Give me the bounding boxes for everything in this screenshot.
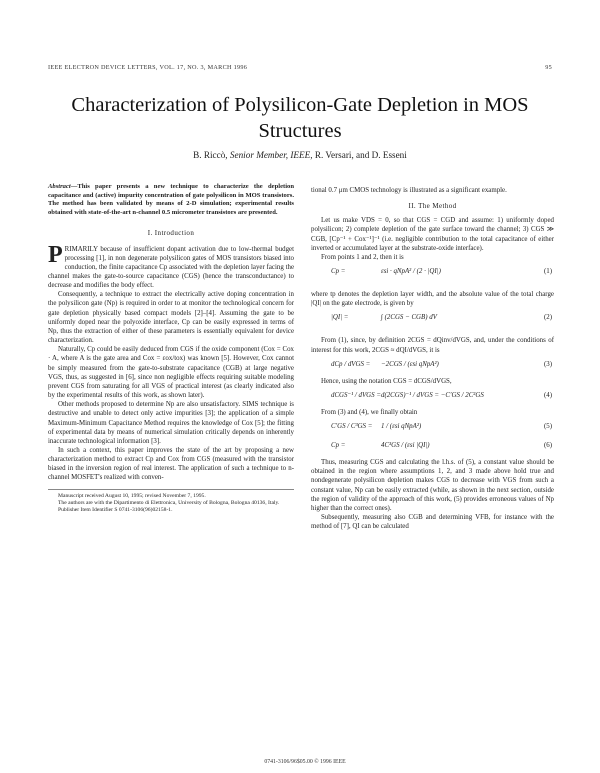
equation-3 [311,358,554,374]
equation-4-number: (4) [543,391,552,399]
right-column [311,186,554,531]
equation-6-number: (6) [543,442,552,450]
equation-4 [311,389,554,405]
equation-4-rhs: d(2CGS)⁻¹ / dVGS = −C′GS / 2C²GS [381,391,484,399]
footnote-affiliation: The authors are with the Dipartimento di Elettronica, University of Bologna, Bologna 40136, Italy. [58,499,280,506]
intro-paragraph-1-text: RIMARILY because of insufficient dopant activation due to low-thermal budget processing [1], in non degenerate polysilicon gates of MOS transistors biased into conduction, the finite capacitance Cp associated with the depletion layer facing the channel makes the gate-to-source capacitance (CGS) (hence the transconductance) to decrease and modifies the body effect. [48,245,294,290]
copyright-footer: 0741-3106/96$05.00 © 1996 IEEE [264,759,346,765]
equation-1-lhs: Cp = [331,268,346,276]
paper-title: Characterization of Polysilicon-Gate Depletion in MOS Structures [71,94,529,142]
drop-cap: P [48,241,63,268]
abstract [48,183,294,217]
equation-3-number: (3) [543,360,552,368]
equation-3-rhs: −2CGS / (εsi qNpA²) [381,360,439,368]
equation-4-lhs: dCGS⁻¹ / dVGS = [331,391,381,399]
method-paragraph-7: Thus, measuring CGS and calculating the l.h.s. of (5), a constant value should be obtained in the region where assumptions 1, 2, and 3 made above hold true and nondegenerate polysilicon depletion makes CGS to decrease with VGS from such a constant value, Np can be easily extracted (while, as shown in the next section, outside the region of validity of the approach of this work, (5) provides erroneous values of Np higher than the correct ones). [311,459,554,512]
equation-2-number: (2) [543,314,552,322]
author-rest: R. Versari, and D. Esseni [314,150,407,160]
method-paragraph-5: Hence, using the notation CGS = dCGS/dVGS, [321,377,452,385]
equation-2-lhs: |QI| = [331,314,349,322]
author-line [40,150,560,160]
running-header [48,64,552,71]
equation-5-rhs: 1 / (εsi qNpA²) [381,423,422,431]
intro-paragraph-2: Consequently, a technique to extract the electrically active doping concentration in the polysilicon gate (Np) is required in order to at monitor the technological concern for gate depletion physically based compact models [2]–[4]. Assuming the gate to be uniformly doped near the polyoxide interface, Cp can be easily expressed in terms of Np, thus the extraction of either of these parameters is essentially equivalent for device characterization. [48,291,294,345]
footnote-identifier: Publisher Item Identifier S 0741-3106(96)02158-1. [58,507,173,513]
footnote-received: Manuscript received August 10, 1995; revised November 7, 1995. [58,492,206,499]
equation-1-number: (1) [543,268,552,276]
equation-3-lhs: dCp / dVGS = [331,360,371,368]
method-paragraph-8: Subsequently, measuring also CGB and determining VFB, for instance with the method of [7], QI can be calculated [311,513,554,531]
page-number: 95 [545,64,552,71]
intro-paragraph-1 [48,241,294,291]
equation-5-lhs: C′GS / C³GS = [331,423,373,431]
method-paragraph-2: From points 1 and 2, then it is [321,253,404,261]
abstract-lead: Abstract— [48,183,78,190]
section-heading-method: II. The Method [408,202,457,211]
equation-1 [311,265,554,287]
method-paragraph-1: Let us make VDS = 0, so that CGS = CGD and assume: 1) uniformly doped polysilicon; 2) complete depletion of the gate surface toward the channel; 3) CGS ≫ CGB, [Cp⁻¹ + Cox⁻¹]⁻¹ (i.e. negligible contribution to the total capacitance of either inverted or accumulated layer at the substrate-oxide interface). [311,217,554,252]
method-paragraph-6: From (3) and (4), we finally obtain [321,408,418,416]
equation-5-number: (5) [543,423,552,431]
equation-6-rhs: 4C³GS / (εsi |QI|) [381,442,430,450]
intro-paragraph-3: Naturally, Cp could be easily deduced from CGS if the oxide component (Cox = Cox · A, where A is the gate area and Cox = εox/tox) was known [5]. However, Cox cannot be simply measured from the gate-to-substrate capacitance (CGB) at large negative VGS, thus, as suggested in [6], since non negligible effects requiring suitable modeling prevent CGS from saturating for all VGS of practical interest (as clearly indicated also by the experimental results of this work, as shown later). [48,346,294,400]
equation-5 [311,420,554,436]
equation-6-lhs: Cp = [331,442,346,450]
author-first: B. Riccò, [193,150,228,160]
intro-paragraph-4: Other methods proposed to determine Np are also unsatisfactory. SIMS technique is destructive and unable to detect only active impurities [3]; the application of a simple Maximum-Minimum Capacitance Method requires the knowledge of Cox [5]; the fitting of experimental data by means of numerical simulation critically depends on inherently inaccurate technological information [3]. [48,401,294,445]
abstract-text: This paper presents a new technique to characterize the depletion capacitance and (active) impurity concentration of gate polysilicon in MOS transistors. The method has been validated by means of 2-D simulation; experimental results obtained with state-of-the-art n-channel 0.5 micrometer transistors are presented. [48,183,294,216]
equation-1-rhs: εsi · qNpA² / (2 · |QI|) [381,268,441,276]
method-paragraph-3: where tp denotes the depletion layer width, and the absolute value of the total charge |QI| on the gate electrode, is given by [311,291,554,308]
method-paragraph-4: From (1), since, by definition 2CGS = dQinv/dVGS, and, under the conditions of interest for this work, 2CGS ≈ dQI/dVGS, it is [311,337,554,354]
intro-paragraph-5: In such a context, this paper improves the state of the art by proposing a new characterization method to extract Cp and Cox from CGS (measured with the transistor biased in the inversion region of real interest. The application of such a technique to n-channel MOSFET's realized with conven- [48,446,294,482]
equation-2 [311,311,554,333]
equation-2-rhs: ∫ (2CGS − CGB) dV [381,314,437,322]
section-heading-introduction: I. Introduction [147,229,195,238]
left-column [48,183,294,514]
author-role: Senior Member, IEEE, [229,150,313,160]
footnotes [48,489,294,515]
equation-6 [311,439,554,455]
method-continuation: tional 0.7 μm CMOS technology is illustrated as a significant example. [311,187,507,194]
journal-citation: IEEE ELECTRON DEVICE LETTERS, VOL. 17, NO. 3, MARCH 1996 [48,64,248,71]
